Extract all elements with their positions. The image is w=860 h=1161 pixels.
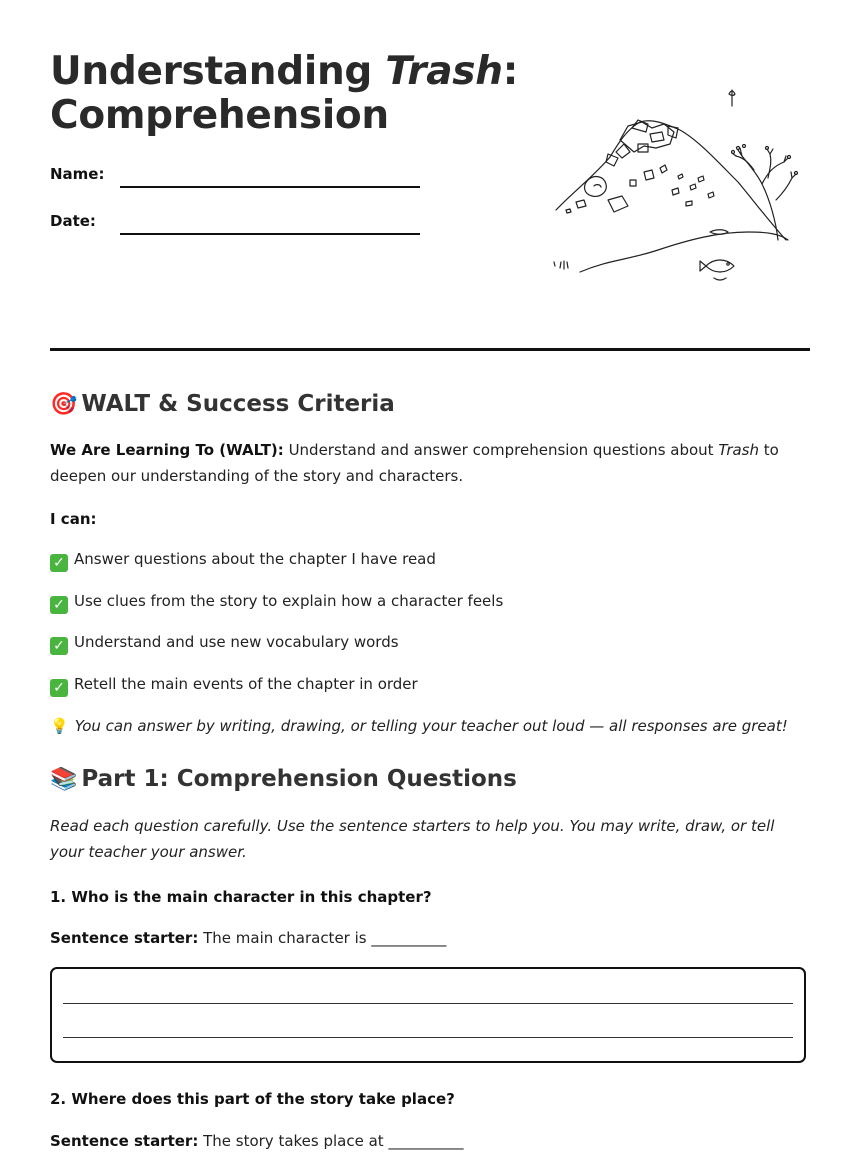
trash-mountain-illustration xyxy=(548,82,808,287)
date-field[interactable] xyxy=(120,233,420,235)
title-book: Trash xyxy=(385,49,503,94)
criteria-item xyxy=(50,548,436,572)
starter-text: The story takes place at __________ xyxy=(198,1132,464,1150)
books-icon: 📚 xyxy=(50,767,78,792)
question-1: 1. Who is the main character in this chapter? xyxy=(50,888,432,906)
checkmark-icon: ✓ xyxy=(50,679,68,697)
page-title xyxy=(50,50,518,138)
criteria-item xyxy=(50,631,399,655)
name-label: Name: xyxy=(50,165,105,183)
part1-instructions: Read each question carefully. Use the sentence starters to help you. You may write, draw, or tell your teacher your answer. xyxy=(50,817,775,861)
walt-book: Trash xyxy=(718,441,760,459)
checkmark-icon: ✓ xyxy=(50,637,68,655)
sentence-starter-2 xyxy=(50,1132,463,1150)
answer-box-1[interactable] xyxy=(50,967,806,1063)
part1-heading-text: Part 1: Comprehension Questions xyxy=(81,766,517,792)
walt-text-1: Understand and answer comprehension questions about xyxy=(283,441,719,459)
criteria-item xyxy=(50,590,503,614)
starter-label: Sentence starter: xyxy=(50,1132,199,1150)
checkmark-icon: ✓ xyxy=(50,554,68,572)
criteria-text: Answer questions about the chapter I have read xyxy=(74,550,436,568)
title-suffix: : xyxy=(502,49,518,94)
title-line2: Comprehension xyxy=(50,93,389,138)
tip-text: You can answer by writing, drawing, or telling your teacher out loud — all responses are great! xyxy=(74,717,788,735)
criteria-text: Retell the main events of the chapter in order xyxy=(74,675,418,693)
tip-note xyxy=(50,715,788,737)
walt-text-2: to deepen our understanding of the story and characters. xyxy=(50,441,779,485)
lightbulb-icon: 💡 xyxy=(50,717,69,735)
i-can-text: I can: xyxy=(50,510,97,528)
criteria-text: Understand and use new vocabulary words xyxy=(74,633,399,651)
i-can-label xyxy=(50,506,810,532)
title-prefix: Understanding xyxy=(50,49,386,94)
answer-line xyxy=(63,1003,793,1004)
section-divider xyxy=(50,348,810,351)
walt-heading-text: WALT & Success Criteria xyxy=(81,391,395,417)
criteria-text: Use clues from the story to explain how a character feels xyxy=(74,592,504,610)
question-2: 2. Where does this part of the story take place? xyxy=(50,1090,455,1108)
walt-label: We Are Learning To (WALT): xyxy=(50,441,284,459)
sentence-starter-1 xyxy=(50,929,446,947)
walt-heading xyxy=(50,389,395,420)
starter-label: Sentence starter: xyxy=(50,929,199,947)
starter-text: The main character is __________ xyxy=(198,929,447,947)
date-label: Date: xyxy=(50,212,96,230)
part1-heading xyxy=(50,764,517,795)
name-field[interactable] xyxy=(120,186,420,188)
checkmark-icon: ✓ xyxy=(50,596,68,614)
target-icon: 🎯 xyxy=(50,392,78,417)
criteria-item xyxy=(50,673,418,697)
walt-paragraph xyxy=(50,437,810,489)
answer-line xyxy=(63,1037,793,1038)
